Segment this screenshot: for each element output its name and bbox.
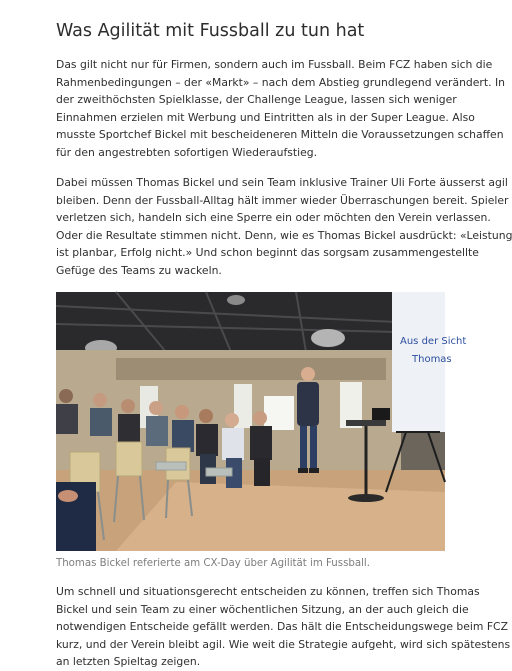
article-heading: Was Agilität mit Fussball zu tun hat <box>56 21 365 41</box>
article-photo <box>56 292 467 551</box>
paragraph-intro <box>56 56 505 162</box>
paragraph-line: der zweithöchsten Spielklasse, der Challenge League, lassen sich weniger <box>56 93 457 107</box>
paragraph-line: verletzen sich, handeln sich eine Sperre ein oder möchten den Verein verlassen. <box>56 211 491 225</box>
paragraph-line: Gefüge des Teams zu wackeln. <box>56 263 222 277</box>
paragraph-line: Oder die Resultate stimmen nicht. Denn, wie es Thomas Bickel ausdrückt: «Leistung <box>56 228 512 242</box>
photo-caption: Thomas Bickel referierte am CX-Day über Agilität im Fussball. <box>56 558 370 569</box>
paragraph-line: musste Sportchef Bickel mit bescheideneren Mitteln die Voraussetzungen schaffen <box>56 128 504 142</box>
slide-text: Aus der Sicht <box>400 336 467 347</box>
paragraph-line: kurz, und der Verein bleibt agil. Wie weit die Strategie aufgeht, wird sich spätestens <box>56 637 511 651</box>
paragraph-agility <box>56 174 512 280</box>
paragraph-line: an letzten Spieltag zeigen. <box>56 655 201 669</box>
paragraph-line: Um schnell und situationsgerecht entscheiden zu können, treffen sich Thomas <box>56 585 480 598</box>
paragraph-line: bleiben. Denn der Fussball-Alltag hält immer wieder Überraschungen bereit. Spieler <box>56 193 509 207</box>
paragraph-line: Bickel und sein Team zu einer wöchentlichen Sitzung, an der auch gleich die <box>56 602 469 616</box>
paragraph-line: ist planbar, Erfolg nicht.» Und schon beginnt das sorgsam zusammengestellte <box>56 246 479 260</box>
paragraph-line: notwendigen Entscheide gefällt werden. Das hält die Entscheidungswege beim FCZ <box>56 620 508 634</box>
paragraph-decisions <box>56 583 511 671</box>
paragraph-line: Das gilt nicht nur für Firmen, sondern auch im Fussball. Beim FCZ haben sich die <box>56 58 493 71</box>
slide-text: Thomas <box>412 354 452 365</box>
paragraph-line: Dabei müssen Thomas Bickel und sein Team inklusive Trainer Uli Forte äusserst agil <box>56 176 508 189</box>
paragraph-line: für den angestrebten sofortigen Wiederaufstieg. <box>56 145 318 159</box>
paragraph-line: Einnahmen erzielen mit Werbung und Eintritten als in der Super League. Also <box>56 110 475 124</box>
paragraph-line: Rahmenbedingungen – der «Markt» – nach dem Abstieg grundlegend verändert. In <box>56 75 505 89</box>
